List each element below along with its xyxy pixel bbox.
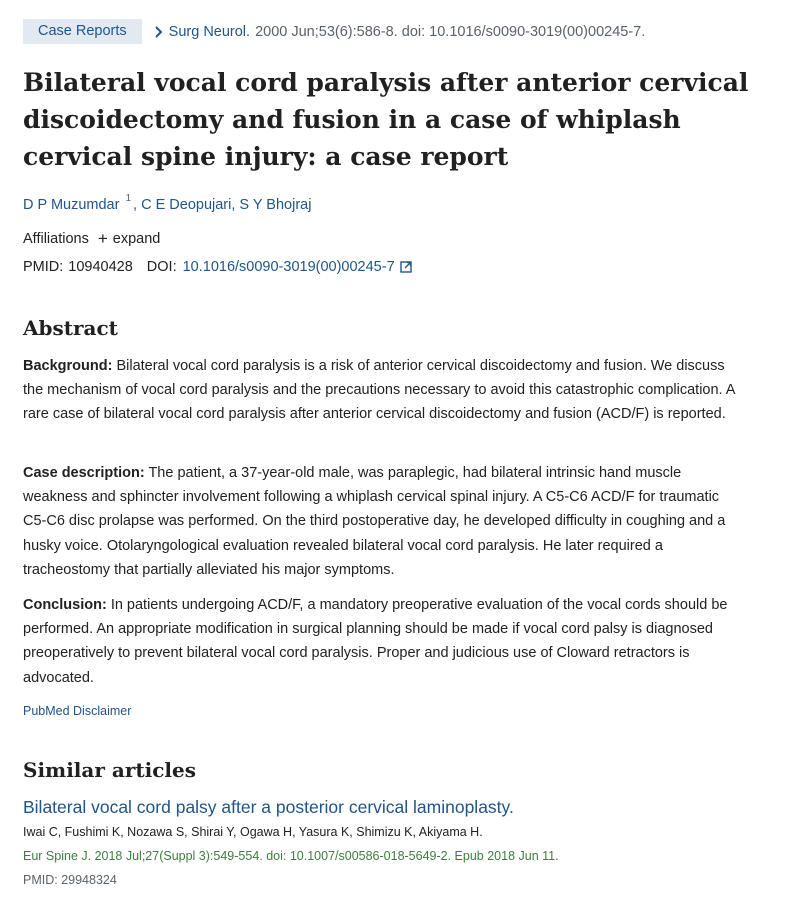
abstract-heading: Abstract: [23, 316, 118, 340]
abstract-conclusion: [23, 593, 743, 690]
pmid-value: 10940428: [68, 259, 133, 275]
author-link[interactable]: D P Muzumdar: [23, 196, 120, 213]
chevron-right-icon: [154, 26, 163, 38]
abstract-background: [23, 354, 743, 427]
citation-details: 2000 Jun;53(6):586-8. doi: 10.1016/s0090-3019(00)00245-7.: [255, 23, 646, 40]
abstract-case-description: [23, 461, 743, 582]
doi-link[interactable]: 10.1016/s0090-3019(00)00245-7: [182, 259, 395, 275]
similar-article-title[interactable]: Bilateral vocal cord palsy after a posterior cervical laminoplasty.: [23, 797, 514, 817]
article-type-badge[interactable]: Case Reports: [23, 19, 142, 44]
doi-label: DOI:: [146, 259, 177, 275]
expand-button[interactable]: expand: [112, 231, 161, 247]
similar-article-authors: Iwai C, Fushimi K, Nozawa S, Shirai Y, Ogawa H, Yasura K, Shimizu K, Akiyama H.: [23, 825, 483, 839]
pubmed-disclaimer-link[interactable]: PubMed Disclaimer: [23, 704, 132, 718]
author-link[interactable]: C E Deopujari: [141, 196, 232, 213]
affiliation-ref[interactable]: 1: [125, 193, 132, 204]
author-list: [23, 195, 311, 213]
affiliations-label: Affiliations: [23, 231, 89, 247]
author-separator: ,: [231, 196, 240, 213]
identifiers-row: [23, 259, 412, 275]
external-link-icon[interactable]: [400, 261, 412, 273]
section-text: The patient, a 37-year-old male, was paraplegic, had bilateral intrinsic hand muscle weakness and sphincter involvement following a whiplash cervical spinal injury. A C5-C6 ACD/F for traumatic C5-C6 disc prolapse was performed. On the third postoperative day, he developed difficulty in coughing and a husky voice. Otolaryngological evaluation revealed bilateral vocal cord paralysis. He later required a tracheostomy that partially alleviated his major symptoms.: [23, 465, 726, 578]
section-text: Bilateral vocal cord paralysis is a risk of anterior cervical discoidectomy and fusion. We discuss the mechanism of vocal cord paralysis and the precautions necessary to avoid this catastrophic complication. A rare case of bilateral vocal cord paralysis after anterior cervical discoidectomy and fusion (ACD/F) is reported.: [23, 358, 735, 423]
plus-icon[interactable]: +: [97, 229, 108, 248]
author-link[interactable]: S Y Bhojraj: [239, 196, 312, 213]
section-label: Conclusion:: [23, 597, 107, 613]
journal-link[interactable]: Surg Neurol.: [168, 23, 251, 40]
section-label: Case description:: [23, 465, 145, 481]
author-separator: ,: [133, 196, 142, 213]
article-title: Bilateral vocal cord paralysis after anterior cervical discoidectomy and fusion in a case of whiplash cervical spine injury: a case report: [23, 68, 749, 171]
similar-article-pmid: PMID: 29948324: [23, 873, 117, 887]
similar-articles-heading: Similar articles: [23, 758, 196, 782]
section-text: In patients undergoing ACD/F, a mandatory preoperative evaluation of the vocal cords should be performed. An appropriate modification in surgical planning should be made if vocal cord palsy is diagnosed preoperatively to prevent bilateral vocal cord paralysis. Proper and judicious use of Cloward retractors is advocated.: [23, 597, 728, 686]
citation-bar: [23, 19, 645, 44]
pmid-label: PMID:: [23, 259, 64, 275]
affiliations-row: [23, 231, 160, 247]
similar-article-citation: Eur Spine J. 2018 Jul;27(Suppl 3):549-554. doi: 10.1007/s00586-018-5649-2. Epub 2018 Jun 11.: [23, 849, 559, 863]
section-label: Background:: [23, 358, 113, 374]
